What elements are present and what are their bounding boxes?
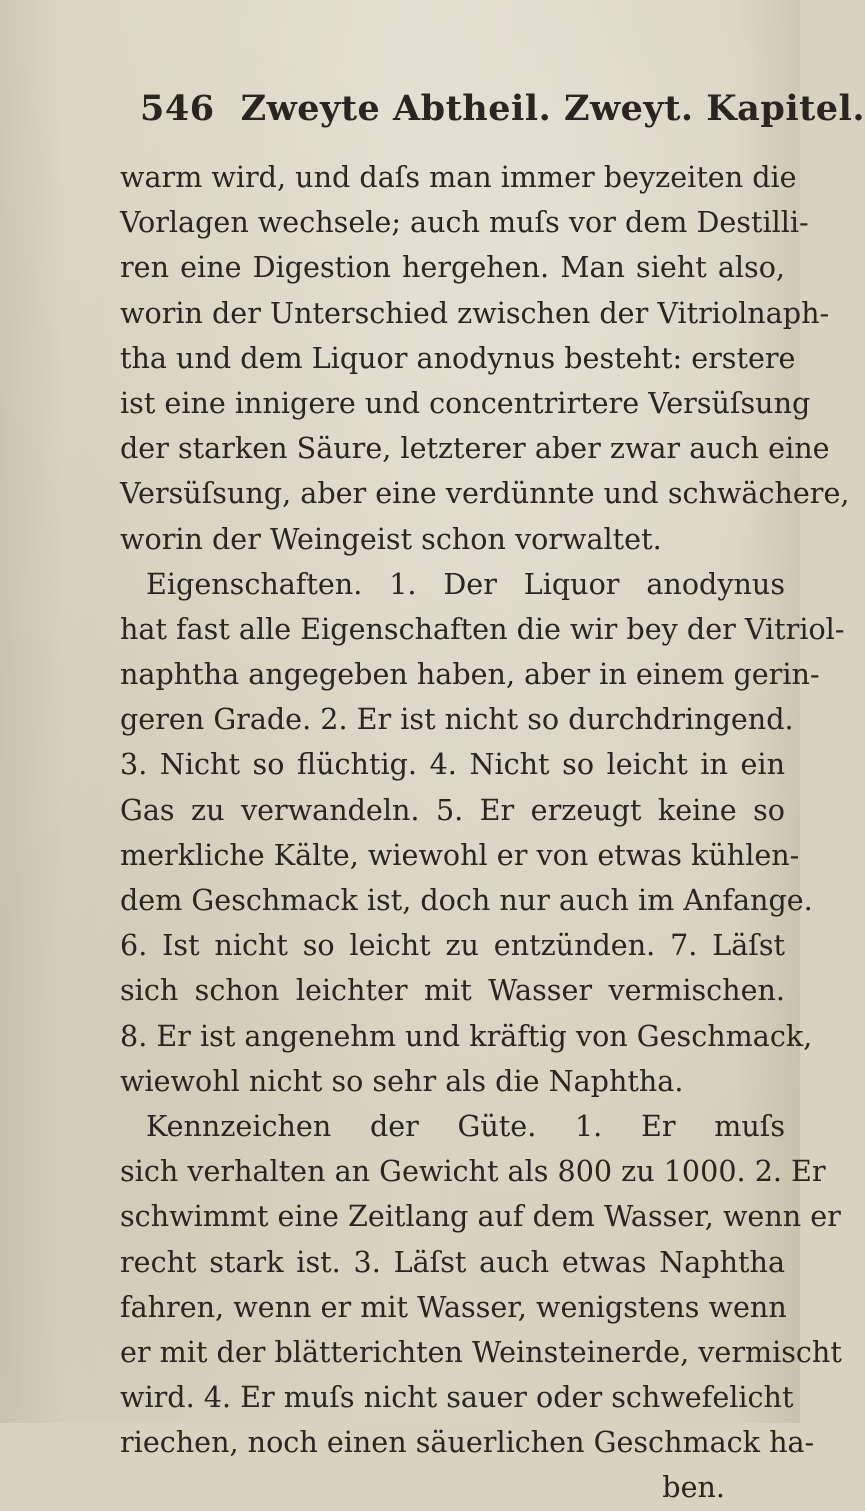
text-line: sich verhalten an Gewicht als 800 zu 1000. 2. Er [120, 1154, 826, 1189]
running-header [140, 88, 865, 129]
text-line: hat fast alle Eigenschaften die wir bey der Vitriol- [120, 611, 845, 646]
text-line: warm wird, und daſs man immer beyzeiten die [120, 160, 797, 194]
text-line: merkliche Kälte, wiewohl er von etwas kühlen- [120, 837, 800, 872]
body-text [120, 155, 850, 1511]
text-line: 8. Er ist angenehm und kräftig von Geschmack, [120, 1018, 813, 1053]
text-line: riechen, noch einen säuerlichen Geschmack ha- [120, 1425, 815, 1460]
text-line: recht stark ist. 3. Läſst auch etwas Naphtha [120, 1244, 785, 1279]
text-line: er mit der blätterichten Weinsteinerde, vermischt [120, 1334, 842, 1369]
text-line: fahren, wenn er mit Wasser, wenigstens wenn [120, 1289, 787, 1324]
running-title: Zweyte Abtheil. Zweyt. Kapitel. [240, 88, 865, 129]
text-line: Gas zu verwandeln. 5. Er erzeugt keine so [120, 792, 785, 827]
section-heading-kennzeichen: Kennzeichen der Güte. 1. Er muſs [146, 1108, 785, 1143]
page-number: 546 [140, 88, 215, 129]
text-line: wird. 4. Er muſs nicht sauer oder schwefelicht [120, 1380, 794, 1415]
text-line: ben. [662, 1470, 725, 1505]
section-heading-eigenschaften: Eigenschaften. 1. Der Liquor anodynus [146, 566, 785, 601]
text-line: wiewohl nicht so sehr als die Naphtha. [120, 1063, 684, 1098]
text-line: 3. Nicht so flüchtig. 4. Nicht so leicht in ein [120, 747, 785, 782]
text-line: worin der Weingeist schon vorwaltet. [120, 521, 662, 556]
text-line: ist eine innigere und concentrirtere Versüſsung [120, 385, 811, 420]
text-line: schwimmt eine Zeitlang auf dem Wasser, wenn er [120, 1199, 841, 1234]
text-line: sich schon leichter mit Wasser vermischen. [120, 973, 785, 1008]
text-line: Versüſsung, aber eine verdünnte und schwächere, [120, 476, 850, 511]
text-line: der starken Säure, letzterer aber zwar auch eine [120, 431, 830, 466]
text-line: geren Grade. 2. Er ist nicht so durchdringend. [120, 702, 794, 737]
text-line: 6. Ist nicht so leicht zu entzünden. 7. Läſst [120, 928, 785, 963]
text-line: dem Geschmack ist, doch nur auch im Anfange. [120, 883, 813, 917]
text-line: Vorlagen wechsele; auch muſs vor dem Destilli- [120, 205, 809, 240]
text-line: worin der Unterschied zwischen der Vitriolnaph- [120, 295, 830, 330]
text-line: naphtha angegeben haben, aber in einem gerin- [120, 657, 820, 692]
text-line: tha und dem Liquor anodynus besteht: erstere [120, 340, 796, 375]
text-line: ren eine Digestion hergehen. Man sieht also, [120, 250, 785, 285]
